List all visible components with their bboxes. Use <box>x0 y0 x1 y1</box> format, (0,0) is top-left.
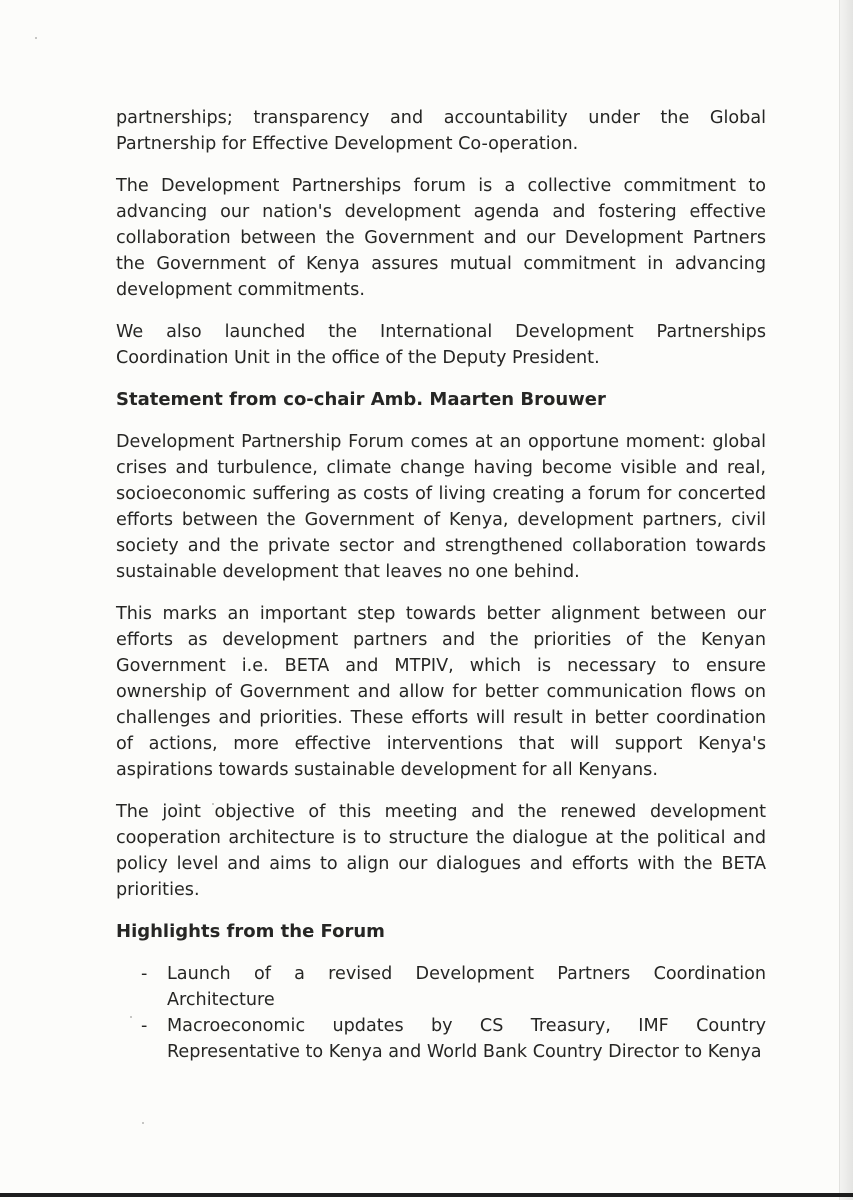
highlights-list <box>116 961 766 1065</box>
highlight-item <box>116 961 766 1013</box>
highlight-text: Launch of a revised Development Partners Coordination Architecture <box>167 964 766 1010</box>
statement-paragraph-1: Development Partnership Forum comes at an opportune moment: global crises and turbulence, climate change having become visible and real, socioeconomic suffering as costs of living creating a forum for concerted efforts between the Government of Kenya, development partners, civil society and the private sector and strengthened collaboration towards sustainable development that leaves no one behind. <box>116 432 766 582</box>
highlight-text: Macroeconomic updates by CS Treasury, IMF Country Representative to Kenya and World Bank Country Director to Kenya <box>167 1016 766 1062</box>
document-body <box>116 105 766 1065</box>
highlights-heading: Highlights from the Forum <box>116 921 385 942</box>
statement-heading: Statement from co-chair Amb. Maarten Brouwer <box>116 389 606 410</box>
highlight-item <box>116 1013 766 1065</box>
intro-paragraph-2: The Development Partnerships forum is a collective commitment to advancing our nation's development agenda and fostering effective collaboration between the Government and our Development Partners the Government of Kenya assures mutual commitment in advancing development commitments. <box>116 176 766 300</box>
bottom-border <box>0 1193 853 1197</box>
statement-paragraph-3: The joint objective of this meeting and the renewed development cooperation architecture is to structure the dialogue at the political and policy level and aims to align our dialogues and efforts with the BETA priorities. <box>116 802 766 900</box>
page-edge-shadow <box>839 0 853 1200</box>
intro-paragraph-1: partnerships; transparency and accountability under the Global Partnership for Effective Development Co-operation. <box>116 108 766 154</box>
statement-paragraph-2: This marks an important step towards better alignment between our efforts as development partners and the priorities of the Kenyan Government i.e. BETA and MTPIV, which is necessary to ensure ownership of Government and allow for better communication flows on challenges and priorities. These efforts will result in better coordination of actions, more effective interventions that will support Kenya's aspirations towards sustainable development for all Kenyans. <box>116 604 766 780</box>
bullet-dash: - <box>141 964 148 984</box>
scan-speck <box>142 1122 144 1124</box>
intro-paragraph-3: We also launched the International Development Partnerships Coordination Unit in the office of the Deputy President. <box>116 322 766 368</box>
scan-speck <box>35 37 37 39</box>
bullet-dash: - <box>141 1016 148 1036</box>
